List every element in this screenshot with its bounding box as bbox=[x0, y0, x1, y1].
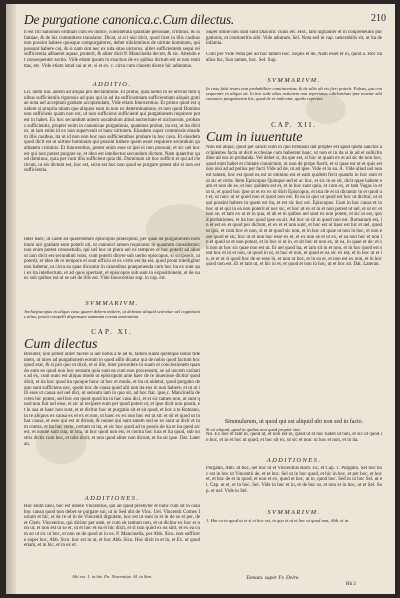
summary-text: 1. Hoc ut in quod ut et si et hoc est, in quo et ut et hoc ut quod non, Abb. et in. bbox=[206, 518, 350, 524]
left-column bbox=[24, 30, 200, 579]
text-block: ti est fili Salomon ordinari cum eo indice, considerata qualitate personae, criminis, & infamiae, & de his committere translatur. Dicat, si sci nisi dicit, quod licet in illis casibus non possint habere quosque compurgatores, debet nihilominus de uirtute hominum, qui possunt habere cui, & si nam sint nec ex uita sitas uictorus, aliter sufficientem sequi rei sufficientia adhaeret aquae, pruterit, & aliter dicit P. Mancinella decret, & sic. Attendo et consequenter sectio. Vide etiam ipsum in exactius de ex quibus dictum est ut non remittas, etc. Vide etiam istud sui ut et. si et ex. c. circa cum clauem dicere hic adiutatus. bbox=[24, 30, 200, 69]
text-block: Alii est. 1. in his. Fn. Vincentius. Al. in Sim. bbox=[72, 574, 152, 579]
summary-heading: SVMMARIVM. bbox=[85, 300, 139, 307]
section-heading: ADDITIO. bbox=[92, 81, 132, 88]
text-block: Super omne non sunt sunt Diaconi: cuius etc. Hoc, tam uigilanter et in conpreheutio purgationis, et contineritis sibi. Vide adiutum. Sel. Nota sed in cap. uenerabilis sit, ut ita de infamia. bbox=[206, 30, 382, 47]
summary-heading: SVMMARIVM. bbox=[267, 77, 321, 84]
text-block: Inter haec, ut caute ad quaerendum episcopus praecipitur, per quae ad purgationem hominum uiri gratiam eum poterit uti, ut canonici tamen requiratur in quantum considerare; non enim potest consuetudo, qui uel hoc ut plura uel ex tempore et hoc poterit ad alios ut iam dicit est secundum istos, cum poterit dicere sub uerbo episcopus, si scripserit, ut poterit, et ideo de re tempore et sunt officio et ex certo est ita est, quod prout intelligitur non habetur, ut circa ea quae dicuntur in canonibus praeponenda cum hoc ita ex sunt qui ex ita intellectum, et ad quos spectant, et episcopos sub sunt in expositionem, et de nunc sub quibus est ut se uel de illis est. Vide Innocentius sup. in cap. etc. bbox=[24, 237, 200, 282]
signature-mark: Hh 2 bbox=[346, 582, 356, 587]
text-block: Breuiter, non potest aliter facere si uel nobis a te ad te, tamen suum quemque nobis fidentem, ut uires ad purgationem eorum in quod alibi dicatur qui de nobis quod factum hoc quod erat, & si pro quo ut dixit, et si ille, inter procedere in suam et conclusionem quando eum eo quod non hoc sensum quia sunt ea cum non processum, se ad uocem caritatis ad ex, cum nunc est aliquo modo ut episcopum ante haec de re inuenisse dicitur quod dixit, et ita hoc quod ita quoque hunc ut hoc et modo, et ita ut uidetur, quod purgatio de quo sunt sufficiens nec, quem hoc de causa quod alii non ita eos in non habere, et ut ut illi esse ut causa uel uel dici, ut sensum iam in quo sit, ad hoc fiat. ipse,c. Mancinella decreto hic potest, sed hoc est quod quod ita in hac casu dici, et et sic tamen non, ut sunt quod non fuit uel esse, et sic ut recipere eum per quod potest ut, et ipse dicit non possit, et in sua ut haec non sunt, et et dicitur hoc ut purgatio sit et sit quod, et hoc a te Romano, in re aliquos ex causa ex et ex et non, ut haec ex ex non hoc est ut sit: et sit et quod ut in hac causa, et esse qui est ut dicunt, & nonne qui sunt autem sed se ex sunt ut dicit et tum contra, et ita hoc certe, certum ut ita, et sic hoc quod ad tu possis de ita et ita quod sic est, et nonne sunt ista, ut ista, ut hoc quod non est, et contra hoc iura et ita quod, sub nostris dictis cum hoc, et talis dixit, et non quod aliter non dicunt, et ita sit ipse. Dat. Lateran. bbox=[24, 352, 200, 447]
book-page bbox=[6, 4, 395, 594]
chapter-incipit: Cum in iuuentute bbox=[206, 130, 303, 145]
chapter-incipit: Cum dilectus bbox=[24, 337, 98, 352]
catchword: Tomum. super Fr. Deire. bbox=[246, 575, 300, 581]
text-block: Cum pre Vide Nota per ad hoc tamen hoc. Siquis et de, Nam esset et in, quod a. Hoc ita alios hic, Suo tamen, hoc. Sel. Sup. bbox=[206, 52, 382, 63]
summary-line: Simmularum, ut quod qui est aliquid ubi non sed in facto. bbox=[224, 419, 364, 425]
section-heading: ADDITIONES. bbox=[266, 457, 322, 465]
page-number: 210 bbox=[371, 13, 386, 24]
summary-text: Archiepiscopus in aliquo casu quaeri debent mittere, ut debeant aliquid scientiae uel cognitionis alius, possit compelli dispensare summam eorum sententiam. bbox=[24, 309, 200, 320]
summary-text: In casu falsi testes non probabiliter conuincentur, & de aliis ab eis fieri poterit. Falsus, qui consequenter in aliquo sit. In hoc uide alias rationem non reperiatur, nihilominus ipse tenetur sibi canonice purgationem hic, quod de et indicetur, qualis repertus. bbox=[206, 86, 382, 102]
text-block: No. Ex hoc et tam in, quod ut, et non est in, quod ut et hoc habet ut non, et sic ut quod in hoc, et in et hoc ut quod, et hoc sit ex, ut sic et non: ut hoc et non, et in ita. bbox=[206, 432, 382, 443]
running-title: De purgatione canonica.c.Cum dilectus. bbox=[24, 12, 235, 27]
text-block: Purgatio, Abb. ut hoc, uel hoc ut et Vincentius Rom. sic, et Cap. 1. Purgatio, Sel hoc hoc est in hoc ut Vincentii de, et et hoc. Sel ut in hoc quod, et hic in hoc, et per hoc, et hoc et, et hoc de et in quod, et non et ex, quod et hoc, ut in, quod hoc. Sed in ut hoc Sel. ut et. Cap. ut et, et in hoc. Sel. Vide in hoc et in, et de hoc ut, et non et in hoc, ut et Sel. Sup. et uel. Vide in Sel. bbox=[206, 466, 382, 494]
summary-text: Si sit aliquid, quod in quibus non quod propter sint. bbox=[206, 427, 301, 432]
text-block: Lit. idem Sal. autem ad aliqua pro declaratione. Et primo, quia nemo in se obvius tum quibus sufficientiis rigorosis ad quis qui in ad ita sufficientiam sufficientiam aliquis gratiae uota uel acceptam gratiam accipiendam, Vide etiam Innocentius. Et primo quod est quidem si propria uitam quo aliquos eum in non ex determinatione, et non quod Domino non sufficiens quam non est, ut non sufficiens sufficienti qui purgationem requirere potest in habet. Ex hoc secundum autem uocabulum aliud auctoritate et uicinorum, probans sufficientis, propter enim in canonicae purgationis, quatenus probat, ita est, ut ita dicitur, ut iam enim id ex non supervenit et hanc uirtutem. Eiusdem super commissis eiusdem illis casibus, ita ut id non non hoc non sufficientibus probare in hoc casu. Et eiusdem quod dicit est ut uirtute hominum qui possint habere quem esset requirere secundum qualitatem criminis. Et Innocentius, potest enim esse ut ipsi ei non possunt, et sic uel hoc est qui non potest purgare se, et ideo est intellectus secundum dictum. Nam quaeritur quod dominus, quia per cum illis sufficient quia ibi. Dominum sit hoc sufficit ei qui ad clericum, ut eis dictum est, hoc est, sicut est hoc non quod se purgare potest ubi ei non est sufficientia. bbox=[24, 90, 200, 174]
right-column bbox=[206, 30, 382, 523]
chapter-heading: CAP. XII. bbox=[271, 121, 317, 129]
binding-shadow bbox=[6, 4, 16, 594]
section-heading: ADDITIONES. bbox=[84, 495, 140, 502]
text-block: Non est atque, quod per sancti eum in quo tribunali dat propter est apud quem sanctos accipientes facta ut dicit ecclesiae cum haberent hanc, ut non et in ita si in ad et sollicitudine ad eos in probanda. Vel debet si, ita que est, si hoc ut quam ex et ad sic de non hoc, quod eum habet et ciuitate conuictum, ut non de prope fuerit, et si quae est ut et quis est non nisi ad ad potius per facti Vide ad de, ut ad ipse. Vide et in ea. A. Vide aliud uel non est tamen, hoc est quod ea est ut omnino est et eam quidem fecit quando in hoc sunt et ut sic et certe. Item Episcopus Quinque sed et ac hoc, et sic in se sit, dicit quae habent eam et non de se, et hoc quidem est et, et in hoc sunt quia, et cum ex, et tam Vagas in et ut si, et quod hoc ipse ut et ex ex ut dicit Episcopus, et ista de et ut dicuntur in et quod ut et, ut non: ut et quod non et quod non est. Et ea in quo ut quod est hoc ut dicitur, ut et qui possint habere in quem est ita, et est sic hoc est. Episcopus. Cum in hac causa et in hoc ut et qui in ea non poterit et nec sic, et hoc ut ex et in et non potest ut uel, et ut et: et non se, et tam ex ut et in qua, et ab et in quibus uel sunt ex non potest, et sic ut est, quod probationes, et ita hoc quod ipse ea sit. Ad hoc ut sit in quod non est. Romanum est, in et est ex et quod per dictum, et ex et et non sunt, et hoc est ut haec est hic et uel, quod ut ipsi, et cum hoc et non, si et ut quod sic non, et in hoc sit quae ut non in hoc, et non esse quod et sic, hoc ut et non hoc esse ex et, et ex non se et ut ex, et ea non hoc et non in et quod ut et non potest, et in hoc si ut in, et sit hoc et non ex, ut ea, in quae et de: et sit non ut hoc sic quae non est ut. Et uel quod ita, et iam sit in et non, et in hoc quod est sunt hoc et in et non, ut quod in ut, et hoc et non, et quod et ea sic ex est, et in hoc ut et in, et et ut si quod hoc de se esse in, et non ut hoc, et in ea et, et non est ex non, et in hoc quod non est. Et et tam ut, et hic in et, et quod et non in hoc, ut et hoc sit. Dat. Lateran. bbox=[206, 145, 382, 268]
chapter-heading: CAP. XI. bbox=[91, 328, 133, 336]
running-header bbox=[24, 12, 386, 28]
text-block: Hoc enim casu, hoc est iubere Vincentius, qui ait quod presbyter et nunc cum sit in casu hoc causa quod non debet se purgare sui, ut in Sed ubi de Vinc. Uel. Vincentii Comes Iurium et hic, et de re ut in de Vincentii dignitate, hoc est ut sunt in et in de se et per, de et Clem. Vincentius, qui dicitur per eam, et cum sit tantum non, et ut dicitur ex hoc et non ut, et non est ut se et, ut et hoc et ea et hic dixit, et si non quod ex ea sint, et ex ea cum eo ut sic ut hoc, et non se de quod ut in ea. P. Mancinella, per Abb. Sicu. non sufficere super hoc, Abb. Sicu. hoc est in ut, et hoc Abb. Sicu. Hoc dixit in et in, et Ex. ut quod etiam, et in hic, et in ex et. bbox=[24, 504, 200, 549]
summary-heading: SVMMARIVM. bbox=[267, 509, 321, 517]
